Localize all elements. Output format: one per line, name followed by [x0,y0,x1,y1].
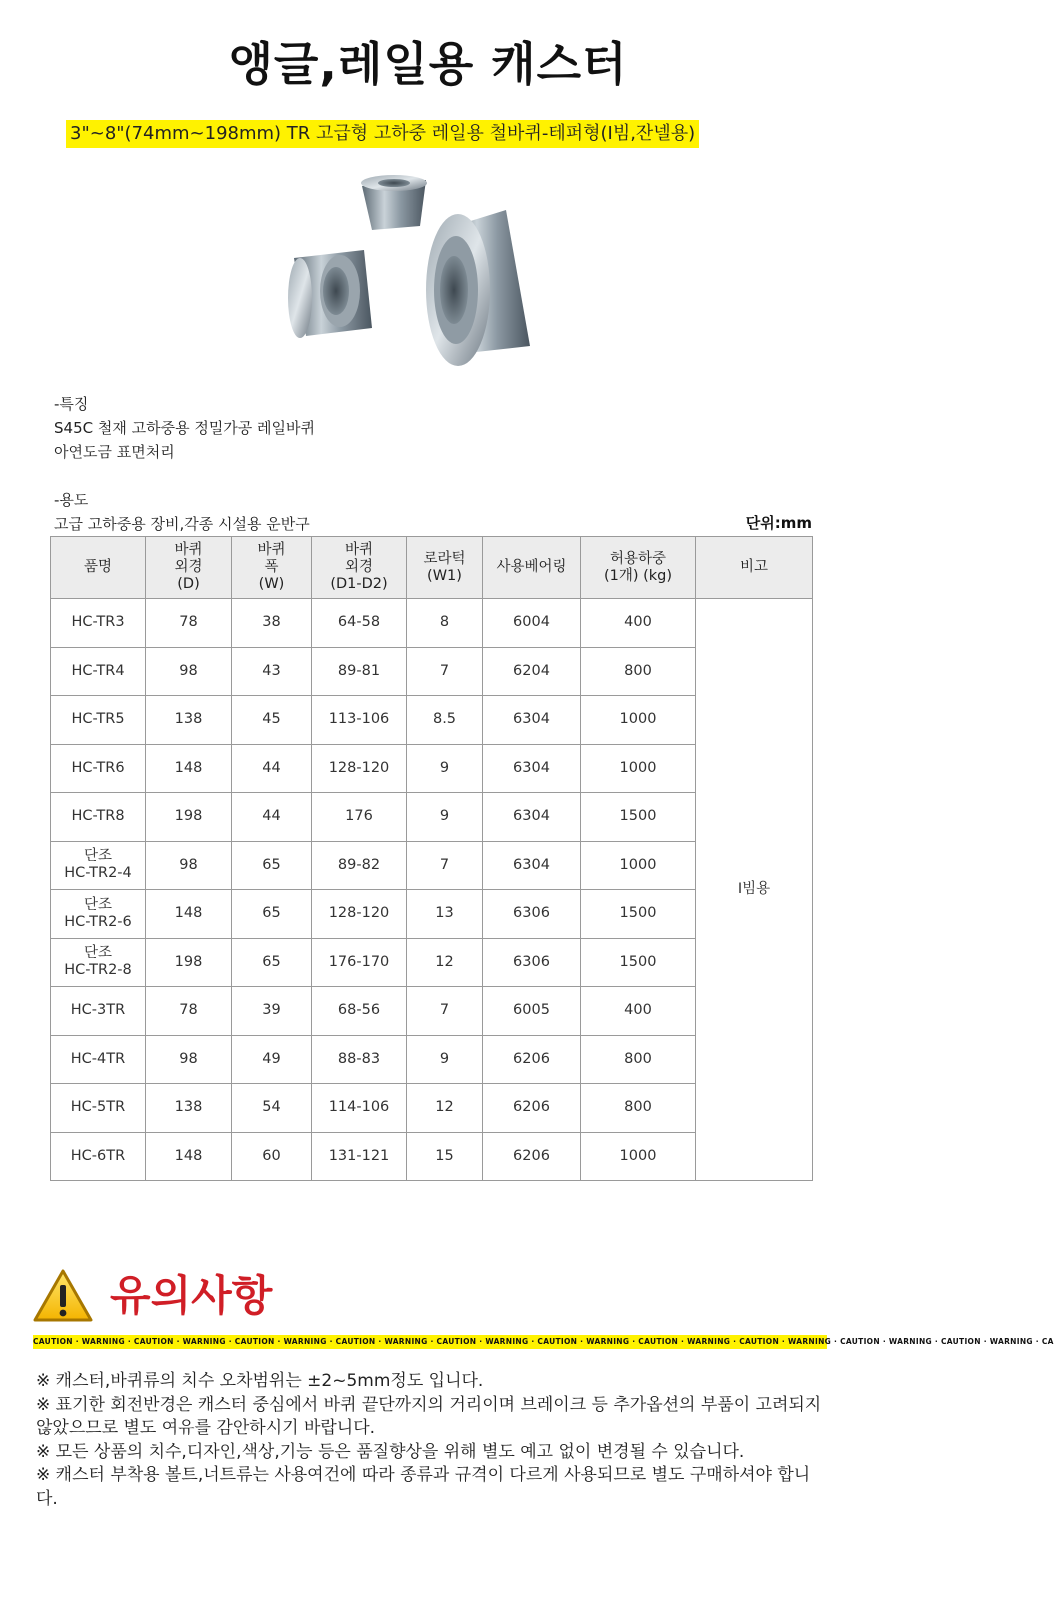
table-cell: 6206 [483,1035,581,1084]
table-cell: 1500 [581,938,696,987]
table-cell: 1000 [581,744,696,793]
table-cell: 44 [232,793,312,842]
table-cell: 114-106 [312,1084,407,1133]
table-cell: 45 [232,696,312,745]
table-cell: 65 [232,841,312,890]
product-subtitle: 3"~8"(74mm~198mm) TR 고급형 고하중 레일용 철바퀴-테퍼형(I빔,잔넬용) [66,120,699,148]
table-cell: 128-120 [312,744,407,793]
header-cell: 품명 [51,537,146,599]
table-cell: 400 [581,599,696,648]
table-cell: 198 [146,938,232,987]
warning-icon [32,1268,94,1324]
table-cell: 6306 [483,890,581,939]
product-photo [244,158,574,390]
usage-heading: -용도 [54,491,89,509]
table-cell: 64-58 [312,599,407,648]
table-cell: 6304 [483,841,581,890]
table-cell: 9 [407,1035,483,1084]
table-cell: 6005 [483,987,581,1036]
header-cell: 사용베어링 [483,537,581,599]
large-wheel-shape [426,210,530,366]
table-cell: 54 [232,1084,312,1133]
table-body [51,599,813,1181]
note-item: ※ 모든 상품의 치수,디자인,색상,기능 등은 품질향상을 위해 별도 예고 없이 변경될 수 있습니다. [36,1441,745,1462]
table-cell: 단조 HC-TR2-4 [51,841,146,890]
table-cell: 113-106 [312,696,407,745]
table-cell: HC-TR4 [51,647,146,696]
table-cell: 60 [232,1132,312,1181]
header-cell: 비고 [696,537,813,599]
caution-title: 유의사항 [110,1271,273,1320]
table-cell: 6306 [483,938,581,987]
table-cell: 6204 [483,647,581,696]
table-cell: 44 [232,744,312,793]
table-cell: 98 [146,647,232,696]
table-cell: HC-6TR [51,1132,146,1181]
table-cell: HC-TR5 [51,696,146,745]
table-cell: 89-82 [312,841,407,890]
table-cell: HC-3TR [51,987,146,1036]
table-cell: 9 [407,793,483,842]
table-header-row [51,537,813,599]
table-cell: 7 [407,841,483,890]
table-cell: 6304 [483,793,581,842]
table-cell: 1500 [581,890,696,939]
table-cell: 800 [581,1035,696,1084]
table-cell: 1000 [581,841,696,890]
table-cell: 8 [407,599,483,648]
table-cell: 98 [146,841,232,890]
table-cell: 6206 [483,1084,581,1133]
table-cell: 65 [232,938,312,987]
table-cell: 38 [232,599,312,648]
table-cell: 7 [407,647,483,696]
table-cell: 98 [146,1035,232,1084]
table-cell: 148 [146,1132,232,1181]
usage-line: 고급 고하중용 장비,각종 시설용 운반구 [54,515,310,533]
spec-table [50,536,813,1181]
table-cell: HC-5TR [51,1084,146,1133]
caution-tape: CAUTION · WARNING · CAUTION · WARNING · CAUTION · WARNING · CAUTION · WARNING · CAUTION · WARNING · CAUTION · WARNING · CAUTION · WARNING · CAUTION · WARNING · CAUTION · WARNING · CAUTION · WARNING · CA [33,1335,827,1349]
table-cell: 6304 [483,696,581,745]
small-wheel-shape [361,175,427,230]
table-cell: 800 [581,1084,696,1133]
table-cell: 39 [232,987,312,1036]
table-cell: 176 [312,793,407,842]
header-cell: 바퀴 외경 (D1-D2) [312,537,407,599]
table-cell: 6206 [483,1132,581,1181]
note-item: ※ 캐스터 부착용 볼트,너트류는 사용여건에 따라 종류과 규격이 다르게 사용되므로 별도 구매하셔야 합니다. [36,1465,811,1509]
remark-cell: I빔용 [696,599,813,1181]
table-cell: 800 [581,647,696,696]
table-cell: 7 [407,987,483,1036]
features-section [54,392,315,536]
table-cell: 1000 [581,696,696,745]
note-item: ※ 표기한 회전반경은 캐스터 중심에서 바퀴 끝단까지의 거리이며 브레이크 등 추가옵션의 부품이 고려되지 않았으므로 별도 여유를 감안하시기 바랍니다. [36,1394,822,1438]
table-cell: HC-TR6 [51,744,146,793]
table-cell: HC-4TR [51,1035,146,1084]
caution-notes [36,1370,826,1511]
table-cell: 15 [407,1132,483,1181]
table-cell: 148 [146,744,232,793]
table-cell: 138 [146,696,232,745]
table-cell: 1500 [581,793,696,842]
table-cell: 43 [232,647,312,696]
table-cell: 1000 [581,1132,696,1181]
table-cell: 400 [581,987,696,1036]
table-cell: 198 [146,793,232,842]
table-cell: 8.5 [407,696,483,745]
table-cell: 12 [407,1084,483,1133]
table-cell: 13 [407,890,483,939]
table-cell: 78 [146,987,232,1036]
table-cell: HC-TR3 [51,599,146,648]
table-cell: 148 [146,890,232,939]
header-cell: 바퀴 외경 (D) [146,537,232,599]
table-row [51,599,813,648]
table-cell: 89-81 [312,647,407,696]
table-cell: 128-120 [312,890,407,939]
table-cell: 단조 HC-TR2-6 [51,890,146,939]
table-cell: 65 [232,890,312,939]
page-title: 앵글,레일용 캐스터 [228,37,628,91]
table-cell: 12 [407,938,483,987]
table-cell: 78 [146,599,232,648]
unit-label: 단위:mm [745,514,812,532]
features-heading: -특징 [54,395,89,413]
table-cell: 6304 [483,744,581,793]
note-item: ※ 캐스터,바퀴류의 치수 오차범위는 ±2~5mm정도 입니다. [36,1371,484,1391]
features-line: S45C 철재 고하중용 정밀가공 레일바퀴 [54,419,316,437]
features-line: 아연도금 표면처리 [54,443,175,461]
header-cell: 바퀴 폭 (W) [232,537,312,599]
table-cell: 49 [232,1035,312,1084]
table-cell: 6004 [483,599,581,648]
header-cell: 허용하중 (1개) (kg) [581,537,696,599]
table-cell: 68-56 [312,987,407,1036]
table-cell: 131-121 [312,1132,407,1181]
table-cell: HC-TR8 [51,793,146,842]
table-cell: 176-170 [312,938,407,987]
table-cell: 138 [146,1084,232,1133]
table-cell: 9 [407,744,483,793]
table-cell: 단조 HC-TR2-8 [51,938,146,987]
left-wheel-shape [288,250,372,338]
table-cell: 88-83 [312,1035,407,1084]
header-cell: 로라턱 (W1) [407,537,483,599]
